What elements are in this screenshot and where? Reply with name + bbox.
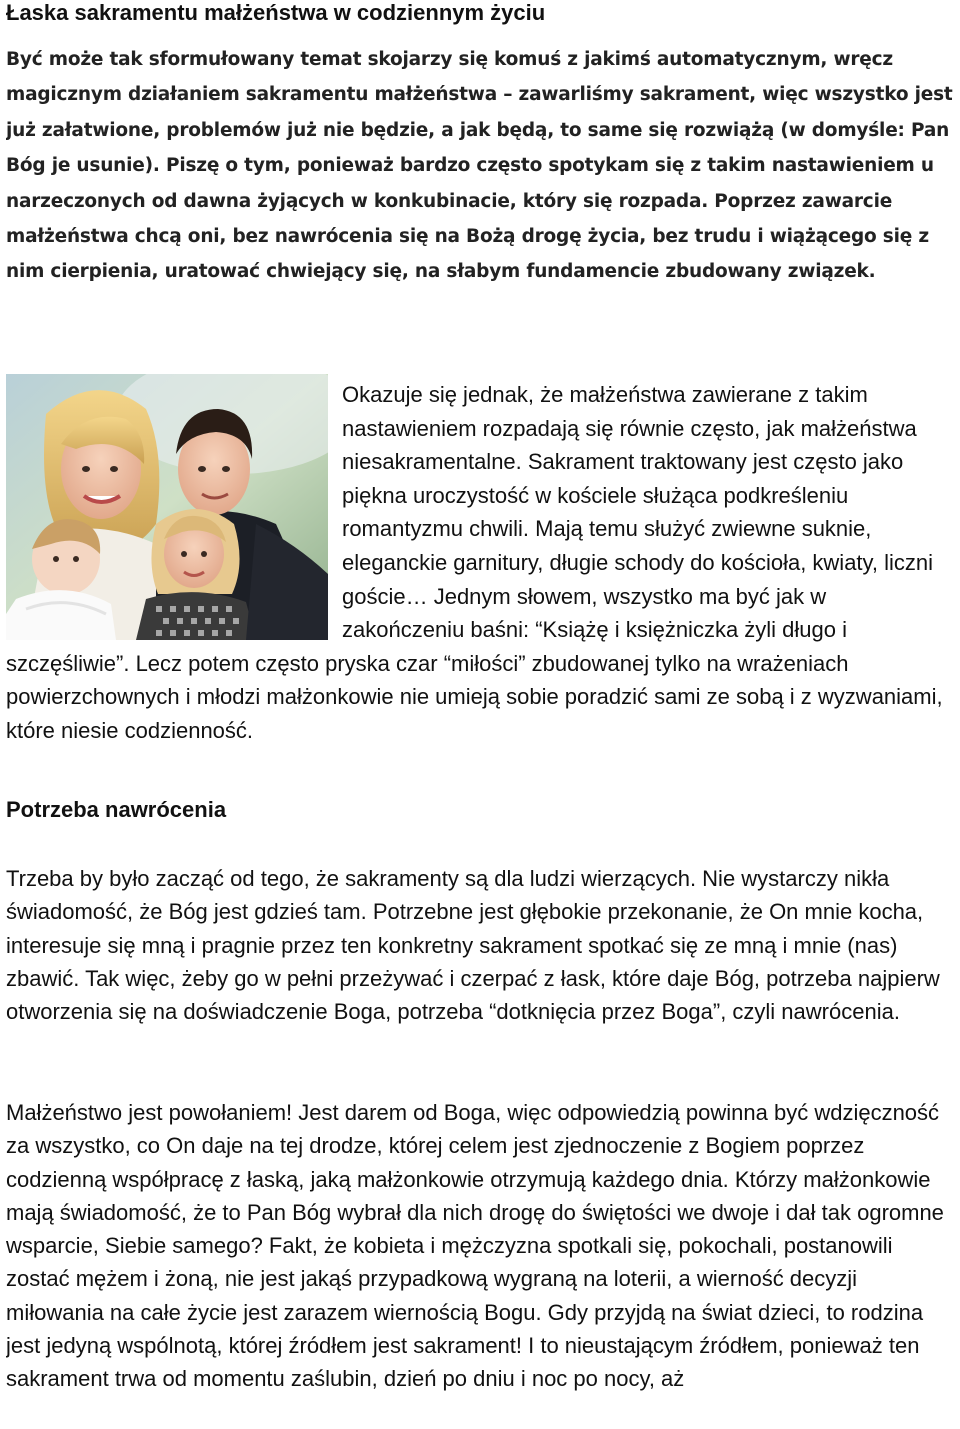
- intro-container: [6, 28, 954, 350]
- photo-text-section: [6, 374, 954, 744]
- family-photo: [6, 374, 328, 640]
- intro-paragraph: Być może tak sformułowany temat skojarzy się komuś z jakimś automatycznym, wręcz magicznym działaniem sakramentu małżeństwa – zawarliśmy sakrament, więc wszystko jest już załatwione, problemów już nie będzie, a jak będą, to same się rozwiążą (w domyśle: Pan Bóg je usunie). Piszę o tym, ponieważ bardzo często spotykam się z takim nastawieniem u narzeczonych od dawna żyjących w konkubinacie, który się rozpada. Poprzez zawarcie małżeństwa chcą oni, bez nawrócenia się na Bożą drogę życia, bez trudu i wiążącego się z nim cierpienia, uratować chwiejący się, na słabym fundamencie zbudowany związek.: [6, 49, 953, 283]
- wrap-paragraph: Okazuje się jednak, że małżeństwa zawierane z takim nastawieniem rozpadają się równie często, jak małżeństwa niesakramentalne. Sakrament traktowany jest często jako piękna uroczystość w kościele służąca podkreśleniu romantyzmu chwili. Mają temu służyć zwiewne suknie, eleganckie garnitury, długie schody do kościoła, kwiaty, liczni goście… Jednym słowem, wszystko ma być jak w zakończeniu baśni: “Książę i księżniczka żyli długo i szczęśliwie”. Lecz potem często pryska czar “miłości” zbudowanej tylko na wrażeniach powierzchownych i młodzi małżonkowie nie umieją sobie poradzić sami ze sobą i z wyzwaniami, które niesie codzienność.: [6, 382, 943, 743]
- paragraph-1: Trzeba by było zacząć od tego, że sakramenty są dla ludzi wierzących. Nie wystarczy nikła świadomość, że Bóg jest gdzieś tam. Potrzebne jest głębokie przekonanie, że On mnie kocha, interesuje się mną i pragnie przez ten konkretny sakrament spotkać się ze mną i mnie (nas) zbawić. Tak więc, żeby go w pełni przeżywać i czerpać z łask, które daje Bóg, potrzeba najpierw otworzenia się na doświadczenie Boga, potrzeba “dotknięcia przez Boga”, czyli nawrócenia.: [6, 866, 940, 1025]
- document-page: [6, 0, 954, 1429]
- paragraph-2: Małżeństwo jest powołaniem! Jest darem od Boga, więc odpowiedzią powinna być wdzięczność za wszystko, co On daje na tej drodze, której celem jest zjednoczenie z Bogiem poprzez codzienną współpracę z łaską, jaką małżonkowie otrzymują każdego dnia. Którzy małżonkowie mają świadomość, że to Pan Bóg wybrał dla nich drogę do świętości we dwoje i dał tak ogromne wsparcie, Siebie samego? Fakt, że kobieta i mężczyzna spotkali się, pokochali, postanowili zostać mężem i żoną, nie jest jakąś przypadkową wygraną na loterii, a wierność decyzji miłowania na całe życie jest zarazem wiernością Bogu. Gdy przyjdą na świat dzieci, to rodzina jest jedyną wspólnotą, której źródłem jest sakrament! I to nieustającym źródłem, ponieważ ten sakrament trwa od momentu zaślubin, dzień po dniu i noc po nocy, aż: [6, 1100, 944, 1392]
- page-title: Łaska sakramentu małżeństwa w codziennym życiu: [6, 0, 546, 25]
- section-heading: Potrzeba nawrócenia: [6, 797, 227, 822]
